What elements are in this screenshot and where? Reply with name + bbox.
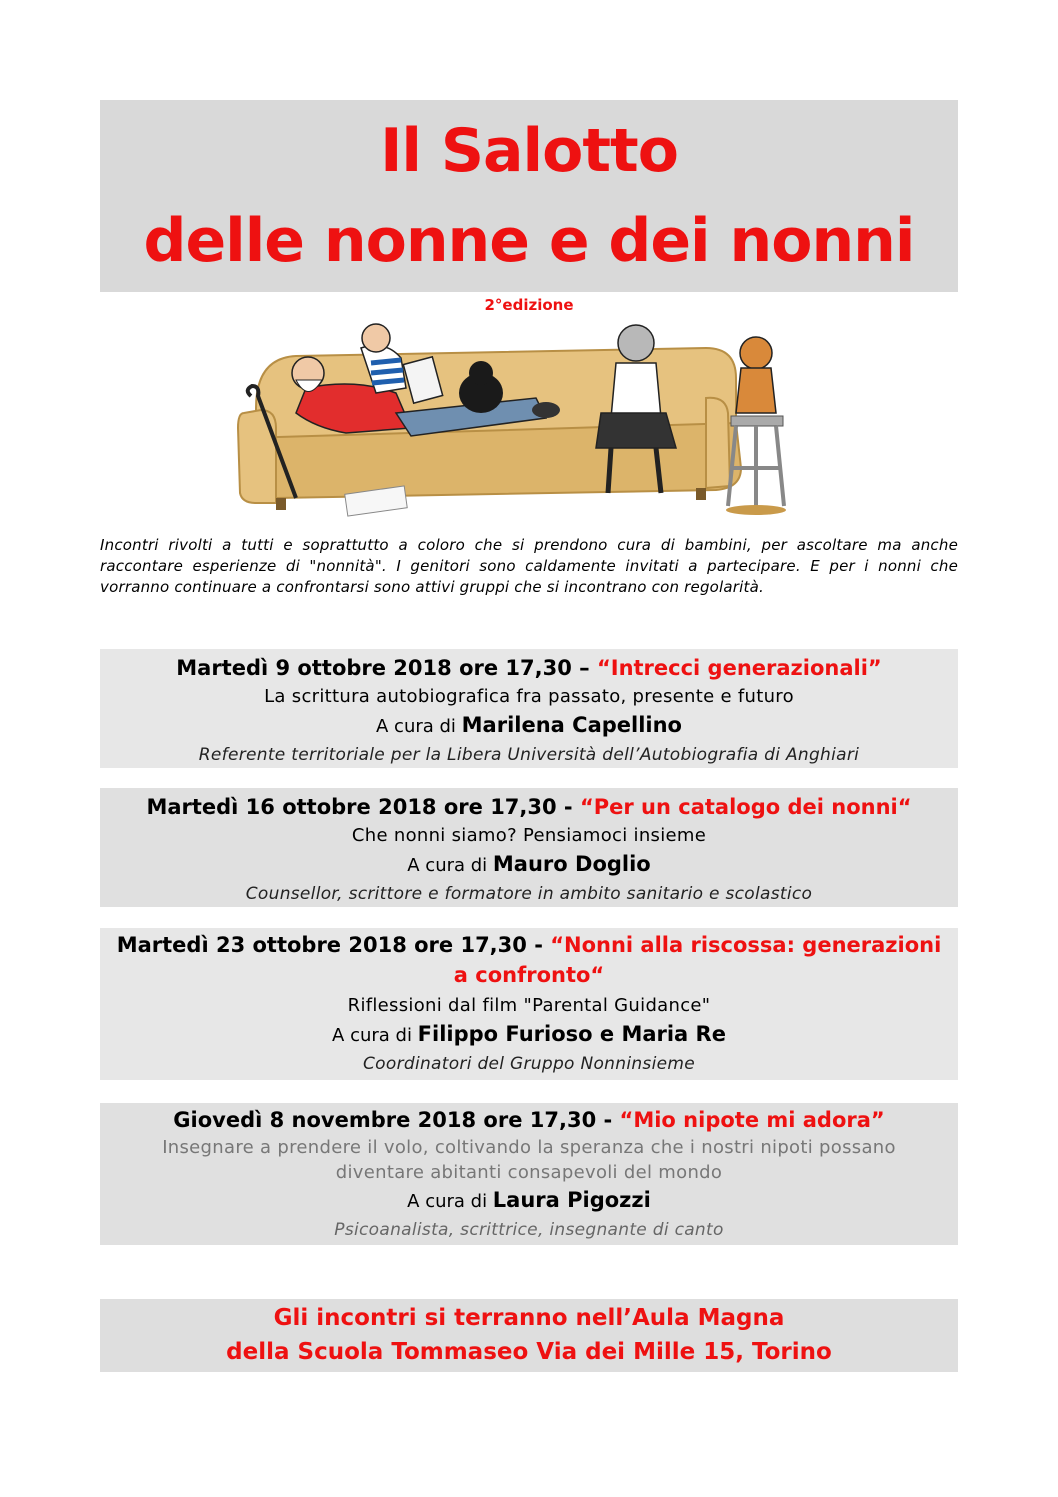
event-speaker-role: Counsellor, scrittore e formatore in ambito sanitario e scolastico bbox=[245, 884, 813, 904]
event-speaker-line bbox=[100, 1185, 958, 1217]
venue-line-1: Gli incontri si terranno nell’Aula Magna bbox=[273, 1305, 785, 1331]
event-card bbox=[100, 788, 958, 907]
event-speaker-role: Coordinatori del Gruppo Nonninsieme bbox=[363, 1054, 695, 1074]
event-speaker: Laura Pigozzi bbox=[492, 1188, 651, 1212]
venue-footer bbox=[100, 1299, 958, 1372]
event-speaker-line bbox=[100, 1019, 958, 1051]
event-speaker: Marilena Capellino bbox=[461, 713, 682, 737]
grandparents-sofa-illustration bbox=[236, 318, 796, 518]
event-title: “Mio nipote mi adora” bbox=[619, 1108, 885, 1132]
event-title: “Intrecci generazionali” bbox=[596, 656, 882, 680]
cura-label: A cura di bbox=[376, 716, 462, 737]
event-date: Giovedì 8 novembre 2018 ore 17,30 - bbox=[173, 1108, 620, 1132]
event-heading bbox=[100, 792, 958, 822]
cura-label: A cura di bbox=[407, 855, 493, 876]
event-date: Martedì 9 ottobre 2018 ore 17,30 – bbox=[176, 656, 597, 680]
cura-label: A cura di bbox=[407, 1191, 493, 1212]
event-subtitle: Che nonni siamo? Pensiamoci insieme bbox=[351, 825, 707, 846]
venue-line-2: della Scuola Tommaseo Via dei Mille 15, Torino bbox=[226, 1339, 832, 1365]
cura-label: A cura di bbox=[332, 1025, 418, 1046]
event-subtitle: Insegnare a prendere il volo, coltivando la speranza che i nostri nipoti possano diventare abitanti consapevoli del mondo bbox=[162, 1137, 896, 1183]
event-card bbox=[100, 1103, 958, 1245]
title-line-2: delle nonne e dei nonni bbox=[143, 206, 915, 276]
event-title: “Per un catalogo dei nonni“ bbox=[579, 795, 912, 819]
event-speaker-role: Psicoanalista, scrittrice, insegnante di canto bbox=[334, 1220, 724, 1240]
event-heading bbox=[100, 653, 958, 683]
event-card bbox=[100, 649, 958, 768]
edition-label: 2°edizione bbox=[484, 296, 574, 314]
event-speaker: Mauro Doglio bbox=[492, 852, 651, 876]
event-speaker-line bbox=[100, 710, 958, 742]
event-card bbox=[100, 928, 958, 1080]
event-date: Martedì 23 ottobre 2018 ore 17,30 - bbox=[116, 933, 551, 957]
intro-paragraph: Incontri rivolti a tutti e soprattutto a coloro che si prendono cura di bambini, per ascoltare ma anche raccontare esperienze di "nonnità". I genitori sono caldamente invitati a partecipare. E per i nonni che vorranno continuare a confrontarsi sono attivi gruppi che si incontrano con regolarità. bbox=[100, 536, 958, 596]
event-heading bbox=[100, 930, 958, 990]
event-date: Martedì 16 ottobre 2018 ore 17,30 - bbox=[146, 795, 580, 819]
event-speaker-line bbox=[100, 849, 958, 881]
title-banner bbox=[100, 100, 958, 292]
event-subtitle: Riflessioni dal film "Parental Guidance" bbox=[347, 995, 711, 1016]
event-speaker-role: Referente territoriale per la Libera Università dell’Autobiografia di Anghiari bbox=[198, 745, 860, 765]
event-title: “Nonni alla riscossa: generazioni a confronto“ bbox=[453, 933, 942, 987]
event-speaker: Filippo Furioso e Maria Re bbox=[417, 1022, 726, 1046]
event-subtitle: La scrittura autobiografica fra passato, presente e futuro bbox=[264, 686, 794, 707]
event-heading bbox=[100, 1105, 958, 1135]
title-line-1: Il Salotto bbox=[380, 116, 678, 186]
